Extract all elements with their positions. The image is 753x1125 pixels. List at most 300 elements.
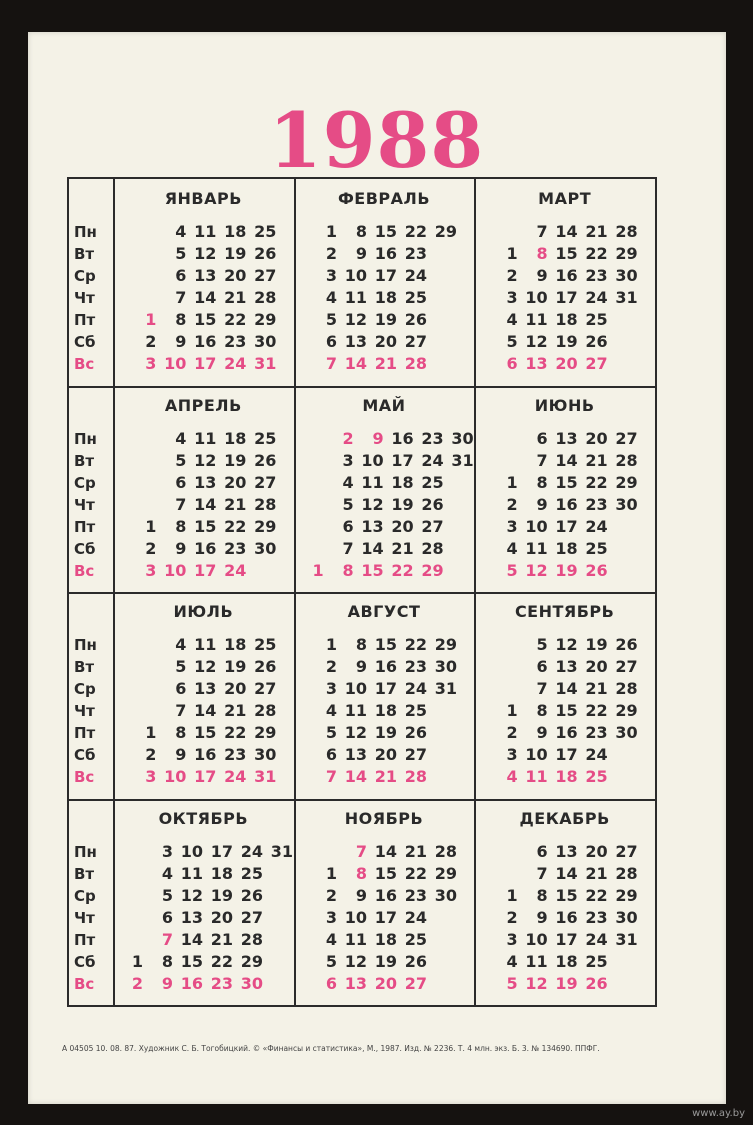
day-cell: 5 <box>506 560 518 580</box>
day-cell: 7 <box>175 701 187 720</box>
weekday-label: Сб <box>74 746 96 764</box>
day-cell: 26 <box>615 635 638 654</box>
day-cell: 6 <box>342 516 354 536</box>
day-cell: 23 <box>224 745 247 764</box>
day-cell: 16 <box>194 538 217 558</box>
day-cell: 11 <box>194 428 217 448</box>
month-4 <box>113 386 294 593</box>
day-cell: 18 <box>555 951 578 971</box>
day-cell: 29 <box>615 701 638 720</box>
day-cell: 13 <box>555 841 578 861</box>
day-cell: 29 <box>434 635 457 654</box>
month-12 <box>474 799 655 1006</box>
day-cell: 18 <box>224 222 247 241</box>
day-cell: 24 <box>421 450 444 470</box>
day-cell: 15 <box>361 560 384 580</box>
day-cell: 9 <box>355 657 367 676</box>
day-cell: 5 <box>175 657 187 676</box>
day-cell: 21 <box>224 494 247 514</box>
day-cell: 20 <box>374 745 397 764</box>
day-cell: 12 <box>194 244 217 263</box>
day-cell: 26 <box>254 657 277 676</box>
day-cell: 6 <box>161 907 173 927</box>
day-cell: 20 <box>224 679 247 698</box>
day-cell: 13 <box>555 657 578 676</box>
day-cell: 20 <box>555 354 578 373</box>
day-cell: 23 <box>210 973 233 993</box>
day-cell: 2 <box>506 494 518 514</box>
day-cell: 17 <box>194 354 217 373</box>
month-6 <box>474 386 655 593</box>
day-cell: 11 <box>525 951 548 971</box>
day-cell: 23 <box>585 494 608 514</box>
day-cell: 27 <box>254 472 277 492</box>
weekday-label: Ср <box>74 473 96 492</box>
day-cell: 1 <box>325 222 337 241</box>
day-cell: 28 <box>240 929 263 949</box>
day-cell: 8 <box>536 701 548 720</box>
day-cell: 25 <box>585 951 608 971</box>
day-cell: 2 <box>131 973 143 993</box>
day-cell: 17 <box>374 266 397 285</box>
day-cell: 14 <box>194 701 217 720</box>
day-cell: 9 <box>175 745 187 764</box>
day-cell: 27 <box>615 428 638 448</box>
day-cell: 19 <box>210 885 233 905</box>
day-cell: 10 <box>525 745 548 764</box>
day-cell: 8 <box>175 723 187 742</box>
day-cell: 14 <box>374 841 397 861</box>
day-cell: 8 <box>355 635 367 654</box>
day-cell: 20 <box>210 907 233 927</box>
day-cell: 12 <box>555 635 578 654</box>
day-cell: 27 <box>404 332 427 351</box>
day-cell: 3 <box>506 929 518 949</box>
day-cell: 6 <box>175 679 187 698</box>
day-cell: 10 <box>164 354 187 373</box>
day-cell: 22 <box>391 560 414 580</box>
day-cell: 30 <box>254 538 277 558</box>
day-cell: 25 <box>421 472 444 492</box>
day-cell: 12 <box>361 494 384 514</box>
day-cell: 22 <box>585 701 608 720</box>
day-cell: 20 <box>585 841 608 861</box>
day-cell: 29 <box>434 863 457 883</box>
day-cell: 19 <box>374 310 397 329</box>
day-cell: 9 <box>372 428 384 448</box>
day-cell: 6 <box>506 354 518 373</box>
day-cell: 28 <box>404 767 427 786</box>
day-cell: 13 <box>180 907 203 927</box>
day-cell: 31 <box>615 288 638 307</box>
day-cell: 13 <box>344 332 367 351</box>
day-cell: 29 <box>254 310 277 329</box>
day-cell: 21 <box>210 929 233 949</box>
imprint-text: А 04505 10. 08. 87. Художник С. Б. Тогобицкий. © «Финансы и статистика», М., 1987. Изд. № 2236. Т. 4 млн. экз. Б. 3. № 134690. ППФГ. <box>62 1044 600 1053</box>
weekday-label: Ср <box>74 680 96 698</box>
weekday-label: Пт <box>74 311 96 329</box>
day-cell: 22 <box>585 885 608 905</box>
day-cell: 10 <box>344 266 367 285</box>
month-3 <box>474 179 655 386</box>
day-cell: 19 <box>224 450 247 470</box>
day-cell: 5 <box>325 310 337 329</box>
day-cell: 26 <box>404 951 427 971</box>
day-cell: 21 <box>224 701 247 720</box>
day-cell: 25 <box>404 701 427 720</box>
day-cell: 25 <box>404 288 427 307</box>
day-cell: 28 <box>254 701 277 720</box>
month-5 <box>294 386 475 593</box>
day-cell: 20 <box>374 332 397 351</box>
day-cell: 14 <box>555 450 578 470</box>
day-cell: 14 <box>194 288 217 307</box>
day-cell: 25 <box>254 635 277 654</box>
day-cell: 26 <box>254 450 277 470</box>
day-cell: 28 <box>615 679 638 698</box>
day-cell: 2 <box>325 885 337 905</box>
day-cell: 17 <box>555 929 578 949</box>
day-cell: 7 <box>175 288 187 307</box>
day-cell: 3 <box>325 266 337 285</box>
month-name: АПРЕЛЬ <box>164 395 242 415</box>
day-cell: 4 <box>342 472 354 492</box>
day-cell: 6 <box>325 745 337 764</box>
day-cell: 13 <box>194 472 217 492</box>
day-cell: 19 <box>585 635 608 654</box>
month-name: НОЯБРЬ <box>344 808 424 828</box>
day-cell: 8 <box>161 951 173 971</box>
day-cell: 29 <box>421 560 444 580</box>
day-cell: 31 <box>434 679 457 698</box>
day-cell: 19 <box>555 332 578 351</box>
day-cell: 29 <box>615 885 638 905</box>
day-cell: 17 <box>555 745 578 764</box>
day-cell: 23 <box>585 266 608 285</box>
day-cell: 2 <box>342 428 354 448</box>
day-cell: 8 <box>536 472 548 492</box>
weekday-label: Ср <box>74 267 96 285</box>
day-cell: 12 <box>344 723 367 742</box>
day-cell: 21 <box>585 222 608 241</box>
day-cell: 3 <box>325 679 337 698</box>
day-cell: 2 <box>506 266 518 285</box>
day-cell: 4 <box>506 538 518 558</box>
day-cell: 12 <box>525 332 548 351</box>
day-cell: 2 <box>145 332 157 351</box>
day-cell: 1 <box>506 244 518 263</box>
day-cell: 17 <box>391 450 414 470</box>
day-cell: 10 <box>344 907 367 927</box>
day-cell: 20 <box>585 657 608 676</box>
day-cell: 5 <box>161 885 173 905</box>
day-cell: 9 <box>175 538 187 558</box>
day-cell: 16 <box>555 494 578 514</box>
day-cell: 28 <box>615 863 638 883</box>
day-cell: 17 <box>194 560 217 580</box>
day-cell: 27 <box>404 745 427 764</box>
day-cell: 18 <box>374 929 397 949</box>
day-cell: 4 <box>325 929 337 949</box>
day-cell: 18 <box>374 288 397 307</box>
day-cell: 9 <box>161 973 173 993</box>
day-cell: 16 <box>555 907 578 927</box>
day-cell: 12 <box>344 310 367 329</box>
month-name: МАЙ <box>362 395 406 415</box>
day-cell: 1 <box>506 885 518 905</box>
day-cell: 26 <box>404 310 427 329</box>
day-cell: 20 <box>391 516 414 536</box>
day-cell: 6 <box>536 428 548 448</box>
day-cell: 3 <box>145 767 157 786</box>
day-cell: 22 <box>585 472 608 492</box>
day-cell: 3 <box>145 354 157 373</box>
day-cell: 23 <box>224 538 247 558</box>
weekday-label: Пн <box>74 842 97 861</box>
day-cell: 18 <box>210 863 233 883</box>
day-cell: 23 <box>404 657 427 676</box>
day-cell: 24 <box>224 560 247 580</box>
day-cell: 25 <box>240 863 263 883</box>
day-cell: 11 <box>344 288 367 307</box>
day-cell: 30 <box>434 885 457 905</box>
day-cell: 2 <box>506 907 518 927</box>
day-cell: 17 <box>210 841 233 861</box>
day-cell: 14 <box>555 222 578 241</box>
day-cell: 20 <box>585 428 608 448</box>
day-cell: 27 <box>254 679 277 698</box>
day-cell: 4 <box>175 222 187 241</box>
day-cell: 8 <box>175 516 187 536</box>
day-cell: 29 <box>615 472 638 492</box>
day-cell: 24 <box>240 841 263 861</box>
day-cell: 24 <box>404 679 427 698</box>
day-cell: 9 <box>536 266 548 285</box>
day-cell: 14 <box>344 354 367 373</box>
day-cell: 24 <box>224 767 247 786</box>
day-cell: 19 <box>374 951 397 971</box>
day-cell: 18 <box>374 701 397 720</box>
day-cell: 25 <box>404 929 427 949</box>
month-2 <box>294 179 475 386</box>
day-cell: 18 <box>555 310 578 329</box>
day-cell: 15 <box>555 885 578 905</box>
day-cell: 30 <box>434 657 457 676</box>
day-cell: 28 <box>254 494 277 514</box>
day-cell: 1 <box>145 310 157 329</box>
day-cell: 24 <box>585 929 608 949</box>
day-cell: 25 <box>254 428 277 448</box>
day-cell: 20 <box>224 472 247 492</box>
day-cell: 21 <box>585 863 608 883</box>
day-cell: 27 <box>421 516 444 536</box>
weekday-label: Вс <box>74 974 95 993</box>
day-cell: 7 <box>325 354 337 373</box>
day-cell: 27 <box>615 841 638 861</box>
day-cell: 5 <box>325 723 337 742</box>
day-cell: 25 <box>585 767 608 786</box>
weekday-label: Сб <box>74 539 96 558</box>
day-cell: 1 <box>506 701 518 720</box>
month-name: ОКТЯБРЬ <box>158 808 249 828</box>
day-cell: 8 <box>355 222 367 241</box>
day-cell: 18 <box>555 538 578 558</box>
day-cell: 19 <box>224 657 247 676</box>
day-cell: 6 <box>536 841 548 861</box>
day-cell: 31 <box>270 841 293 861</box>
day-cell: 9 <box>175 332 187 351</box>
day-cell: 5 <box>175 244 187 263</box>
day-cell: 30 <box>615 723 638 742</box>
day-cell: 5 <box>342 494 354 514</box>
day-cell: 22 <box>404 635 427 654</box>
weekday-label: Пн <box>74 223 97 241</box>
day-cell: 29 <box>240 951 263 971</box>
day-cell: 3 <box>506 288 518 307</box>
day-cell: 7 <box>355 841 367 861</box>
day-cell: 13 <box>344 745 367 764</box>
day-cell: 7 <box>342 538 354 558</box>
day-cell: 2 <box>506 723 518 742</box>
day-cell: 3 <box>506 745 518 764</box>
day-cell: 4 <box>325 701 337 720</box>
day-cell: 12 <box>194 657 217 676</box>
month-name: АВГУСТ <box>347 602 421 621</box>
day-cell: 28 <box>421 538 444 558</box>
day-cell: 11 <box>361 472 384 492</box>
weekday-label: Пт <box>74 930 96 949</box>
day-cell: 29 <box>434 222 457 241</box>
day-cell: 26 <box>585 560 608 580</box>
day-cell: 7 <box>175 494 187 514</box>
day-cell: 1 <box>325 863 337 883</box>
day-cell: 1 <box>131 951 143 971</box>
day-cell: 22 <box>404 863 427 883</box>
day-cell: 11 <box>344 929 367 949</box>
day-cell: 15 <box>374 635 397 654</box>
day-cell: 15 <box>555 701 578 720</box>
day-cell: 30 <box>254 745 277 764</box>
day-cell: 7 <box>536 863 548 883</box>
month-name: ЯНВАРЬ <box>164 189 242 208</box>
day-cell: 24 <box>585 516 608 536</box>
weekday-label: Чт <box>74 702 95 720</box>
day-cell: 9 <box>536 907 548 927</box>
day-cell: 16 <box>555 723 578 742</box>
year-title: 1988 <box>268 96 485 185</box>
day-cell: 28 <box>615 222 638 241</box>
day-cell: 15 <box>180 951 203 971</box>
day-cell: 2 <box>145 538 157 558</box>
day-cell: 6 <box>536 657 548 676</box>
day-cell: 11 <box>180 863 203 883</box>
day-cell: 5 <box>506 973 518 993</box>
day-cell: 16 <box>555 266 578 285</box>
day-cell: 16 <box>194 332 217 351</box>
day-cell: 19 <box>224 244 247 263</box>
day-cell: 8 <box>175 310 187 329</box>
day-cell: 31 <box>451 450 474 470</box>
day-cell: 23 <box>404 244 427 263</box>
day-cell: 11 <box>525 767 548 786</box>
day-cell: 10 <box>180 841 203 861</box>
day-cell: 26 <box>585 973 608 993</box>
day-cell: 6 <box>175 472 187 492</box>
month-8 <box>294 592 475 799</box>
day-cell: 4 <box>506 951 518 971</box>
day-cell: 26 <box>254 244 277 263</box>
day-cell: 12 <box>180 885 203 905</box>
day-cell: 21 <box>404 841 427 861</box>
day-cell: 7 <box>161 929 173 949</box>
day-cell: 21 <box>224 288 247 307</box>
day-cell: 10 <box>525 516 548 536</box>
day-cell: 24 <box>585 745 608 764</box>
month-name: ФЕВРАЛЬ <box>337 189 431 208</box>
day-cell: 15 <box>555 472 578 492</box>
day-cell: 17 <box>194 767 217 786</box>
day-cell: 24 <box>224 354 247 373</box>
day-cell: 22 <box>585 244 608 263</box>
day-cell: 11 <box>525 310 548 329</box>
day-cell: 23 <box>421 428 444 448</box>
month-7 <box>113 592 294 799</box>
day-cell: 21 <box>585 450 608 470</box>
day-cell: 6 <box>175 266 187 285</box>
day-cell: 14 <box>344 767 367 786</box>
day-cell: 28 <box>404 354 427 373</box>
day-cell: 17 <box>374 907 397 927</box>
weekday-label: Вс <box>74 561 95 580</box>
day-cell: 24 <box>585 288 608 307</box>
weekday-label: Ср <box>74 886 96 905</box>
day-cell: 12 <box>525 973 548 993</box>
month-name: ИЮНЬ <box>534 395 595 415</box>
day-cell: 10 <box>525 288 548 307</box>
weekday-label: Чт <box>74 495 95 514</box>
day-cell: 13 <box>361 516 384 536</box>
day-cell: 15 <box>194 310 217 329</box>
day-cell: 15 <box>194 723 217 742</box>
month-name: СЕНТЯБРЬ <box>514 602 615 621</box>
weekday-label: Вт <box>74 864 95 883</box>
day-cell: 18 <box>391 472 414 492</box>
day-cell: 14 <box>555 863 578 883</box>
day-cell: 30 <box>254 332 277 351</box>
day-cell: 26 <box>404 723 427 742</box>
day-cell: 19 <box>555 973 578 993</box>
day-cell: 9 <box>536 723 548 742</box>
month-10 <box>113 799 294 1006</box>
day-cell: 16 <box>374 657 397 676</box>
day-cell: 27 <box>404 973 427 993</box>
day-cell: 8 <box>342 560 354 580</box>
day-cell: 19 <box>374 723 397 742</box>
day-cell: 5 <box>175 450 187 470</box>
day-cell: 13 <box>194 679 217 698</box>
day-cell: 10 <box>164 560 187 580</box>
day-cell: 22 <box>224 516 247 536</box>
day-cell: 18 <box>224 635 247 654</box>
day-cell: 8 <box>536 244 548 263</box>
weekday-label: Пт <box>74 517 96 536</box>
month-name: ИЮЛЬ <box>173 602 234 621</box>
day-cell: 14 <box>194 494 217 514</box>
day-cell: 10 <box>164 767 187 786</box>
day-cell: 24 <box>404 907 427 927</box>
day-cell: 6 <box>325 973 337 993</box>
day-cell: 30 <box>615 907 638 927</box>
